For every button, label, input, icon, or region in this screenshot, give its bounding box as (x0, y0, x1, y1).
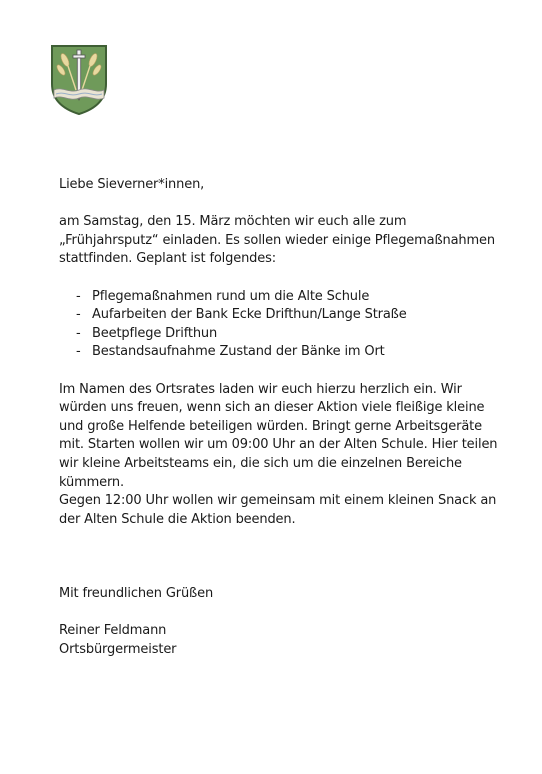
body-line: kümmern. (59, 474, 124, 490)
task-item (59, 343, 499, 362)
body-line: Im Namen des Ortsrates laden wir euch hierzu herzlich ein. Wir (59, 381, 462, 397)
salutation: Liebe Sieverner*innen, (59, 177, 205, 192)
task-list (59, 288, 499, 362)
intro-paragraph (59, 213, 499, 269)
signer-title: Ortsbürgermeister (59, 641, 177, 657)
task-item (59, 288, 499, 307)
body-line: würden uns freuen, wenn sich an dieser Aktion viele fleißige kleine (59, 400, 485, 416)
list-marker: - (76, 307, 81, 323)
task-item (59, 325, 499, 344)
coat-of-arms-icon (50, 44, 108, 116)
body-line: und große Helfende beteiligen würden. Bringt gerne Arbeitsgeräte (59, 418, 482, 434)
body-line: mit. Starten wollen wir um 09:00 Uhr an der Alten Schule. Hier teilen (59, 437, 498, 453)
signer-name: Reiner Feldmann (59, 623, 167, 639)
intro-line: stattfinden. Geplant ist folgendes: (59, 251, 276, 267)
body-line: wir kleine Arbeitsteams ein, die sich um die einzelnen Bereiche (59, 455, 462, 471)
intro-line: „Frühjahrsputz“ einladen. Es sollen wieder einige Pflegemaßnahmen (59, 232, 495, 248)
task-text: Pflegemaßnahmen rund um die Alte Schule (92, 288, 370, 304)
body-line: der Alten Schule die Aktion beenden. (59, 511, 296, 527)
task-item (59, 306, 499, 325)
list-marker: - (76, 344, 81, 360)
closing-greeting: Mit freundlichen Grüßen (59, 586, 214, 601)
task-text: Aufarbeiten der Bank Ecke Drifthun/Lange Straße (92, 307, 407, 323)
body-line: Gegen 12:00 Uhr wollen wir gemeinsam mit einem kleinen Snack an (59, 493, 497, 509)
task-text: Beetpflege Drifthun (92, 325, 218, 341)
letter-body (59, 176, 499, 529)
intro-line: am Samstag, den 15. März möchten wir euch alle zum (59, 214, 407, 230)
task-text: Bestandsaufnahme Zustand der Bänke im Ort (92, 344, 385, 360)
main-paragraph (59, 381, 499, 530)
closing-block (59, 585, 213, 659)
list-marker: - (76, 325, 81, 341)
list-marker: - (76, 288, 81, 304)
